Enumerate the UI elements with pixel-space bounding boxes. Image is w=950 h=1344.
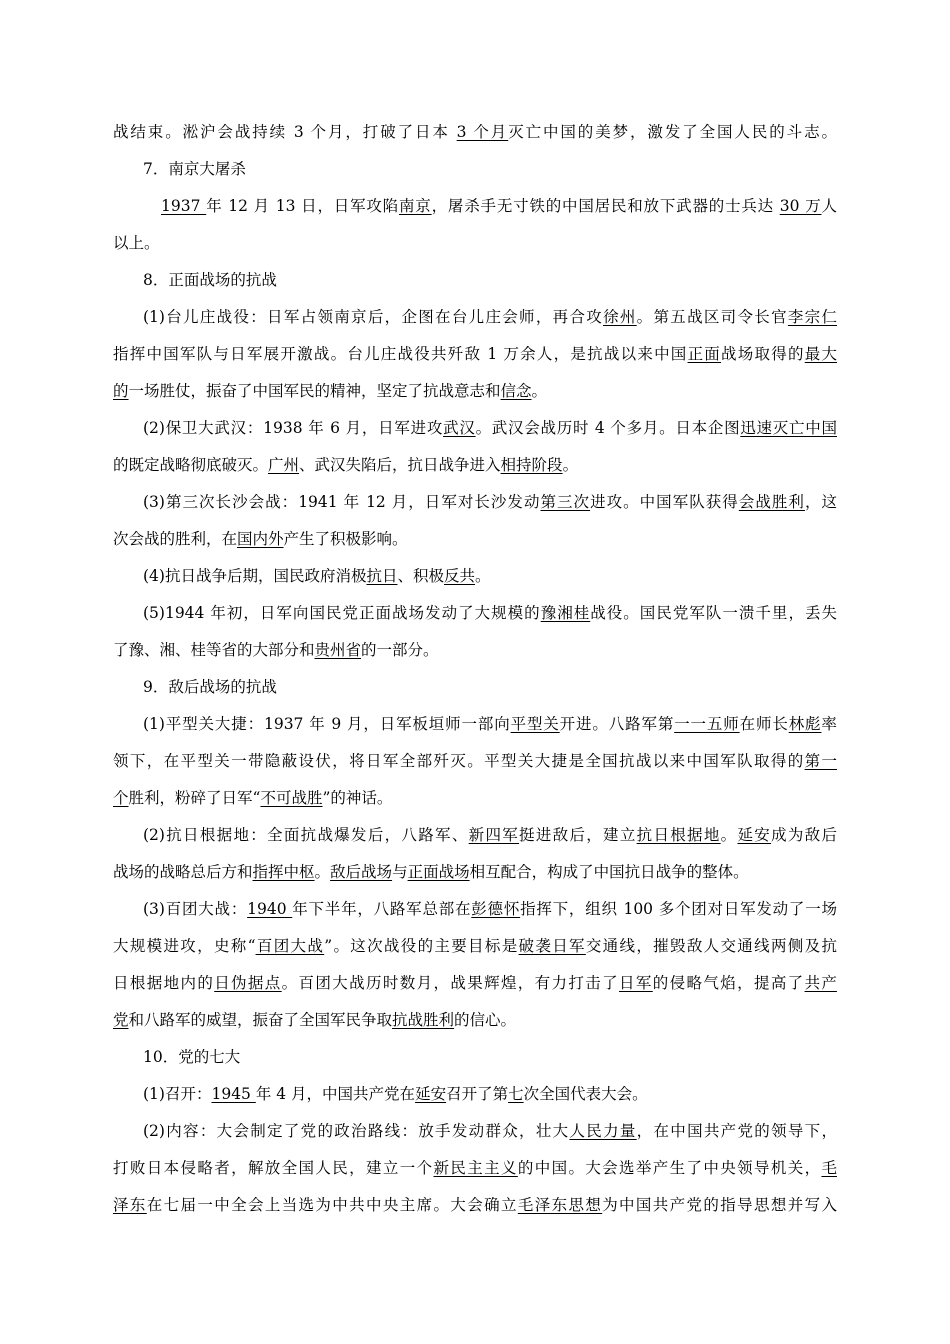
underlined-answer: 迅速灭亡中国 xyxy=(740,419,837,437)
text-line xyxy=(161,196,837,216)
text-run: 进攻。中国军队获得 xyxy=(590,493,739,511)
text-line xyxy=(113,1195,837,1215)
underlined-answer: 反共 xyxy=(444,567,476,585)
text-run: 率 xyxy=(821,715,837,733)
text-run: 为中国共产党的指导思想并写入 xyxy=(602,1196,837,1214)
underlined-answer: 1940 xyxy=(247,900,293,918)
underlined-answer: 毛 xyxy=(821,1159,837,1177)
underlined-answer: 武汉 xyxy=(443,419,476,437)
text-run: 领下，在平型关一带隐蔽设伏，将日军全部歼灭。平型关大捷是全国抗战以来中国军队取得的 xyxy=(113,752,805,770)
text-run: 年下半年，八路军总部在 xyxy=(292,900,472,918)
underlined-answer: 百团大战 xyxy=(255,937,325,955)
text-run: 次会战的胜利，在 xyxy=(113,530,238,548)
text-line xyxy=(143,418,837,438)
text-run: 召开了第 xyxy=(446,1085,509,1103)
text-run: 、积极 xyxy=(397,567,444,585)
underlined-answer: 共产 xyxy=(804,974,837,992)
text-line xyxy=(113,640,837,660)
underlined-answer: 抗战胜利 xyxy=(392,1011,455,1029)
underlined-answer: 党 xyxy=(113,1011,129,1029)
underlined-answer: 人民力量 xyxy=(569,1122,637,1140)
underlined-answer: 贵州省 xyxy=(314,641,362,659)
text-line xyxy=(143,566,837,586)
text-run: (2)抗日根据地：全面抗战爆发后，八路军、 xyxy=(143,826,469,844)
text-run: (2)保卫大武汉：1938 年 6 月，日军进攻 xyxy=(143,419,444,437)
text-run: 成为敌后 xyxy=(771,826,837,844)
text-run: ，在中国共产党的领导下， xyxy=(636,1122,837,1140)
underlined-answer: 相持阶段 xyxy=(500,456,563,474)
text-run: 。第五战区司令长官 xyxy=(636,308,788,326)
underlined-answer: 毛泽东思想 xyxy=(517,1196,603,1214)
text-line xyxy=(143,603,837,623)
text-run: 交通线，摧毁敌人交通线两侧及抗 xyxy=(585,937,837,955)
text-run: 战场的战略总后方和 xyxy=(113,863,253,881)
text-run: 的侵略气焰，提高了 xyxy=(652,974,805,992)
text-line xyxy=(143,677,837,697)
text-run: ”。这次战役的主要目标是 xyxy=(324,937,519,955)
text-run: 挺进敌后，建立 xyxy=(519,826,637,844)
text-run: 。 xyxy=(314,863,331,881)
text-line xyxy=(143,1121,837,1141)
underlined-answer: 抗日根据地 xyxy=(636,826,721,844)
text-run: 、武汉失陷后，抗日战争进入 xyxy=(299,456,501,474)
text-run: 日根据地内的 xyxy=(113,974,215,992)
underlined-answer: 1937 xyxy=(161,197,207,215)
text-run: 。 xyxy=(562,456,579,474)
underlined-answer: 徐州 xyxy=(603,308,637,326)
underlined-answer: 第三次 xyxy=(540,493,591,511)
underlined-answer: 日军 xyxy=(619,974,653,992)
text-line xyxy=(113,455,837,475)
underlined-answer: 破袭日军 xyxy=(518,937,586,955)
underlined-answer: 最大 xyxy=(804,345,837,363)
text-run: 在七届一中全会上当选为中共中央主席。大会确立 xyxy=(146,1196,518,1214)
text-run: 一场胜仗，振奋了中国军民的精神，坚定了抗战意志和 xyxy=(128,382,501,400)
text-run: (5)1944 年初，日军向国民党正面战场发动了大规模的 xyxy=(143,604,541,622)
underlined-answer: 新四军 xyxy=(468,826,520,844)
text-run: (3)第三次长沙会战：1941 年 12 月，日军对长沙发动 xyxy=(143,493,541,511)
text-line xyxy=(143,270,837,290)
underlined-answer: 个 xyxy=(113,789,129,807)
underlined-answer: 日伪据点 xyxy=(214,974,282,992)
text-line xyxy=(113,1158,837,1178)
text-line xyxy=(113,936,837,956)
text-run: 的中国。大会选举产生了中央领导机关， xyxy=(517,1159,822,1177)
text-run: 在师长 xyxy=(739,715,789,733)
text-run: 相互配合，构成了中国抗日战争的整体。 xyxy=(469,863,749,881)
text-line xyxy=(143,159,837,179)
underlined-answer: 新民主主义 xyxy=(433,1159,518,1177)
underlined-answer: 七 xyxy=(508,1085,524,1103)
text-run: ”的神话。 xyxy=(322,789,393,807)
underlined-answer: 30 万 xyxy=(779,197,822,215)
text-run: 的一部分。 xyxy=(361,641,439,659)
text-run: 打败日本侵略者，解放全国人民，建立一个 xyxy=(113,1159,434,1177)
text-run: 。 xyxy=(531,382,548,400)
text-run: 年 12 月 13 日，日军攻陷 xyxy=(206,197,399,215)
underlined-answer: 李宗仁 xyxy=(787,308,837,326)
text-run: (4)抗日战争后期，国民政府消极 xyxy=(143,567,367,585)
text-run: 的既定战略彻底破灭。 xyxy=(113,456,269,474)
text-run: 与 xyxy=(392,863,408,881)
underlined-answer: 豫湘桂 xyxy=(540,604,591,622)
text-line xyxy=(143,899,837,919)
underlined-answer: 广州 xyxy=(268,456,300,474)
text-run: 和八路军的威望，振奋了全国军民争取 xyxy=(128,1011,393,1029)
text-run: (1)台儿庄战役：日军占领南京后，企图在台儿庄会师，再合攻 xyxy=(143,308,604,326)
underlined-answer: 彭德怀 xyxy=(471,900,521,918)
text-line xyxy=(143,714,837,734)
underlined-answer: 第一 xyxy=(804,752,837,770)
text-run: 。 xyxy=(720,826,738,844)
text-line xyxy=(143,1084,837,1104)
text-line xyxy=(143,307,837,327)
text-run: 。 xyxy=(475,567,491,585)
text-run: 指挥下，组织 100 多个团对日军发动了一场 xyxy=(520,900,837,918)
text-run: 的信心。 xyxy=(454,1011,517,1029)
text-run: 产生了积极影响。 xyxy=(283,530,408,548)
text-run: ，这 xyxy=(804,493,837,511)
underlined-answer: 1945 xyxy=(211,1085,256,1103)
text-run: 10．党的七大 xyxy=(143,1048,241,1066)
text-line xyxy=(113,788,837,808)
text-line xyxy=(113,973,837,993)
underlined-answer: 国内外 xyxy=(237,530,284,548)
text-run: (1)召开： xyxy=(143,1085,212,1103)
underlined-answer: 不可战胜 xyxy=(260,789,323,807)
text-run: 次全国代表大会。 xyxy=(523,1085,648,1103)
text-run: (1)平型关大捷：1937 年 9 月，日军板垣师一部向 xyxy=(143,715,511,733)
underlined-answer: 南京 xyxy=(399,197,432,215)
text-run: 年 4 月，中国共产党在 xyxy=(255,1085,416,1103)
text-run: 了豫、湘、桂等省的大部分和 xyxy=(113,641,315,659)
underlined-answer: 延安 xyxy=(737,826,772,844)
text-line xyxy=(113,122,837,142)
underlined-answer: 延安 xyxy=(415,1085,447,1103)
underlined-answer: 3 个月 xyxy=(456,123,509,141)
text-run: 指挥中国军队与日军展开激战。台儿庄战役共歼敌 1 万余人，是抗战以来中国 xyxy=(113,345,688,363)
text-run: 9．敌后战场的抗战 xyxy=(143,678,277,696)
text-run: 以上。 xyxy=(113,234,160,252)
text-run: 胜利，粉碎了日军“ xyxy=(128,789,261,807)
text-line xyxy=(113,862,837,882)
text-line xyxy=(143,492,837,512)
text-line xyxy=(143,1047,837,1067)
text-run: 战结束。淞沪会战持续 3 个月，打破了日本 xyxy=(113,123,457,141)
text-line xyxy=(143,825,837,845)
text-run: 。武汉会战历时 4 个多月。日本企图 xyxy=(475,419,741,437)
underlined-answer: 泽东 xyxy=(113,1196,147,1214)
text-run: 8．正面战场的抗战 xyxy=(143,271,277,289)
underlined-answer: 指挥中枢 xyxy=(252,863,315,881)
underlined-answer: 抗日 xyxy=(366,567,398,585)
text-line xyxy=(113,344,837,364)
underlined-answer: 敌后战场 xyxy=(330,863,393,881)
text-line xyxy=(113,381,837,401)
text-run: 人 xyxy=(821,197,838,215)
text-line xyxy=(113,751,837,771)
underlined-answer: 会战胜利 xyxy=(738,493,805,511)
underlined-answer: 平型关 xyxy=(510,715,560,733)
underlined-answer: 的 xyxy=(113,382,129,400)
underlined-answer: 正面战场 xyxy=(407,863,470,881)
underlined-answer: 林彪 xyxy=(788,715,822,733)
text-run: ，屠杀手无寸铁的中国居民和放下武器的士兵达 xyxy=(431,197,780,215)
text-run: 灭亡中国的美梦，激发了全国人民的斗志。 xyxy=(508,123,837,141)
underlined-answer: 正面 xyxy=(687,345,722,363)
text-line xyxy=(113,1010,837,1030)
text-run: 开进。八路军第 xyxy=(559,715,675,733)
underlined-answer: 信念 xyxy=(500,382,532,400)
text-run: 战场取得的 xyxy=(721,345,805,363)
text-line xyxy=(113,233,837,253)
text-line xyxy=(113,529,837,549)
text-run: (2)内容：大会制定了党的政治路线：放手发动群众，壮大 xyxy=(143,1122,570,1140)
text-run: 。百团大战历时数月，战果辉煌，有力打击了 xyxy=(281,974,620,992)
text-run: 7．南京大屠杀 xyxy=(143,160,246,178)
text-run: (3)百团大战： xyxy=(143,900,248,918)
text-run: 战役。国民党军队一溃千里，丢失 xyxy=(590,604,837,622)
underlined-answer: 一一五师 xyxy=(674,715,740,733)
text-run: 大规模进攻，史称“ xyxy=(113,937,256,955)
